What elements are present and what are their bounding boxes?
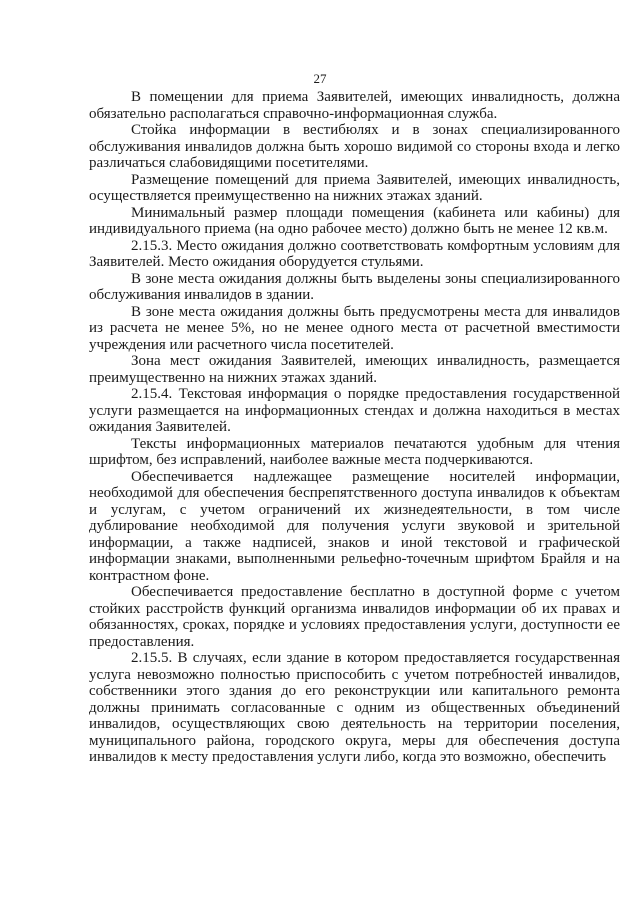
page-number: 27 <box>313 71 327 86</box>
document-body <box>89 89 620 766</box>
paragraph: Обеспечивается надлежащее размещение носителей информации, необходимой для обеспечения беспрепятственного доступа инвалидов к объектам и услугам, с учетом ограничений их жизнедеятельности, в том числе дублирование необходимой для получения услуги звуковой и зрительной информации, а также надписей, знаков и иной текстовой и графической информации знаками, выполненными рельефно-точечным шрифтом Брайля и на контрастном фоне. <box>89 468 620 584</box>
paragraph: В зоне места ожидания должны быть выделены зоны специализированного обслуживания инвалидов в здании. <box>89 270 620 303</box>
paragraph: Минимальный размер площади помещения (кабинета или кабины) для индивидуального приема (на одно рабочее место) должно быть не менее 12 кв.м. <box>89 204 620 237</box>
paragraph: Тексты информационных материалов печатаются удобным для чтения шрифтом, без исправлений, наиболее важные места подчеркиваются. <box>89 435 620 468</box>
paragraph: Обеспечивается предоставление бесплатно в доступной форме с учетом стойких расстройств функций организма инвалидов информации об их правах и обязанностях, сроках, порядке и условиях предоставления услуги, доступности ее предоставления. <box>89 584 620 650</box>
paragraph: В зоне места ожидания должны быть предусмотрены места для инвалидов из расчета не менее 5%, но не менее одного места от расчетной вместимости учреждения или расчетного числа посетителей. <box>89 303 620 353</box>
paragraph: Зона мест ожидания Заявителей, имеющих инвалидность, размещается преимущественно на нижних этажах зданий. <box>89 353 620 386</box>
paragraph: 2.15.3. Место ожидания должно соответствовать комфортным условиям для Заявителей. Место ожидания оборудуется стульями. <box>89 237 620 270</box>
paragraph: 2.15.5. В случаях, если здание в котором предоставляется государственная услуга невозможно полностью приспособить с учетом потребностей инвалидов, собственники этого здания до его реконструкции или капитального ремонта должны принимать согласованные с одним из общественных объединений инвалидов, осуществляющих свою деятельность на территории поселения, муниципального района, городского округа, меры для обеспечения доступа инвалидов к месту предоставления услуги либо, когда это возможно, обеспечить <box>89 650 620 765</box>
paragraph: Стойка информации в вестибюлях и в зонах специализированного обслуживания инвалидов должна быть хорошо видимой со стороны входа и легко различаться слабовидящими посетителями. <box>89 122 620 171</box>
paragraph: 2.15.4. Текстовая информация о порядке предоставления государственной услуги размещается на информационных стендах и должна находиться в местах ожидания Заявителей. <box>89 386 620 435</box>
paragraph: В помещении для приема Заявителей, имеющих инвалидность, должна обязательно располагаться справочно-информационная служба. <box>89 89 620 122</box>
paragraph: Размещение помещений для приема Заявителей, имеющих инвалидность, осуществляется преимущественно на нижних этажах зданий. <box>89 171 620 204</box>
